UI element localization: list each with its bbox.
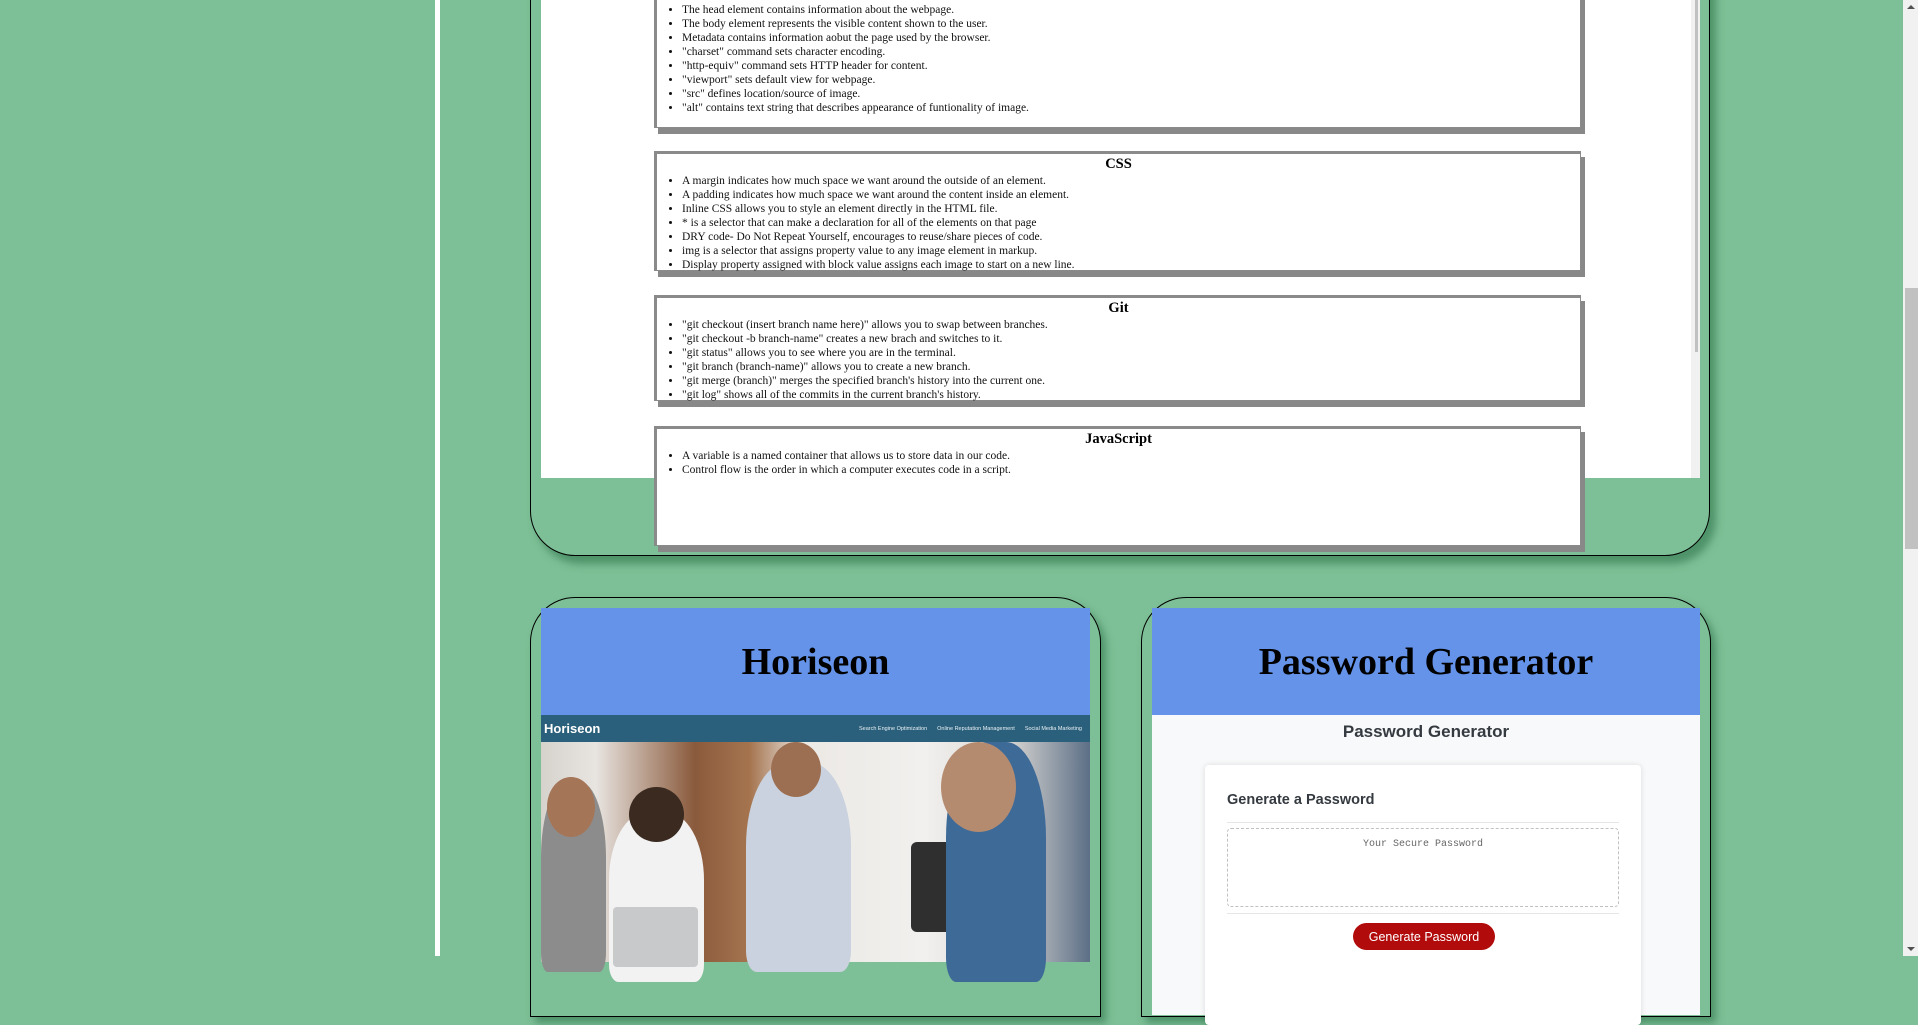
list-item: • Display property assigned with block value assigns each image to start on a new line. [682,258,1580,272]
list-item: • * is a selector that can make a declaration for all of the elements on that page [682,216,1580,230]
topic-list [657,3,1580,115]
list-item: • The head element contains information about the webpage. [682,3,1580,17]
topic-title: JavaScript [1085,431,1152,447]
horiseon-preview-nav [541,715,1090,742]
list-item: • "http-equiv" command sets HTTP header for content. [682,59,1580,73]
password-preview-heading: Password Generator [1342,722,1510,741]
project-card-header [1152,608,1700,715]
list-item: • "git merge (branch)" merges the specified branch's history into the current one. [682,374,1580,388]
topic-box-git [654,295,1581,401]
topic-list [657,318,1580,402]
password-preview [1152,715,1700,1015]
list-item: • The body element represents the visible content shown to the user. [682,17,1580,31]
list-item: • "viewport" sets default view for webpage. [682,73,1580,87]
project-title: Password Generator [1258,640,1594,683]
topic-list [657,174,1580,272]
list-item: • Control flow is the order in which a computer executes code in a script. [682,463,1580,477]
list-item: • img is a selector that assigns property value to any image element in markup. [682,244,1580,258]
left-divider-line [435,0,440,956]
divider [1227,913,1619,914]
generate-password-button[interactable]: Generate Password [1353,923,1495,950]
list-item: • Inline CSS allows you to style an element directly in the HTML file. [682,202,1580,216]
nav-link: Search Engine Optimization [858,725,928,732]
scroll-down-arrow-icon[interactable] [1907,947,1915,951]
notes-preview-frame[interactable] [541,0,1700,478]
scroll-up-arrow-icon[interactable] [1907,5,1915,9]
password-preview-card [1205,765,1641,1025]
topic-title: CSS [1105,156,1132,172]
topic-title [657,0,1580,1]
list-item: • "charset" command sets character encoding. [682,45,1580,59]
project-label-link[interactable]: HTML/CSS/JavaScript [1026,502,1214,524]
list-item: • A margin indicates how much space we want around the outside of an element. [682,174,1580,188]
list-item: • "git status" allows you to see where you are in the terminal. [682,346,1580,360]
frame-scrollbar-thumb[interactable] [1695,0,1698,352]
list-item: • "git branch (branch-name)" allows you to create a new branch. [682,360,1580,374]
project-title: Horiseon [741,640,890,683]
horiseon-logo: Horiseon [544,721,601,736]
list-item: • A padding indicates how much space we want around the content inside an element. [682,188,1580,202]
topic-box-html [654,0,1581,128]
project-card-inner [1152,608,1700,1016]
project-card-header [541,608,1090,715]
project-card-password-generator[interactable] [1141,597,1711,1017]
list-item: • DRY code- Do Not Repeat Yourself, encourages to reuse/share pieces of code. [682,230,1580,244]
list-item: • "git log" shows all of the commits in the current branch's history. [682,388,1580,402]
list-item: • "git checkout (insert branch name here)" allows you to swap between branches. [682,318,1580,332]
nav-link: Online Reputation Management [937,725,1015,732]
list-item: • A variable is a named container that allows us to store data in our code. [682,449,1580,463]
nav-link: Social Media Marketing [1024,725,1082,732]
list-item: • "alt" contains text string that describes appearance of funtionality of image. [682,101,1580,115]
password-card-title: Generate a Password [1227,792,1375,808]
frame-scrollbar[interactable] [1691,0,1700,478]
list-item: • "git checkout -b branch-name" creates a new brach and switches to it. [682,332,1580,346]
horiseon-hero-image [541,742,1090,962]
project-card-inner [541,608,1090,1016]
topic-box-css [654,151,1581,271]
topic-title: Git [1108,300,1129,316]
page-scrollbar[interactable] [1903,0,1918,956]
list-item: • Metadata contains information aobut the page used by the browser. [682,31,1580,45]
horiseon-nav-links [859,726,1082,732]
topic-list [657,449,1580,477]
project-card-horiseon[interactable] [530,597,1101,1017]
divider [1227,822,1619,823]
list-item: • "src" defines location/source of image. [682,87,1580,101]
password-textarea[interactable]: Your Secure Password [1227,828,1619,907]
page-scrollbar-thumb[interactable] [1905,288,1918,549]
topic-box-javascript [654,426,1581,546]
